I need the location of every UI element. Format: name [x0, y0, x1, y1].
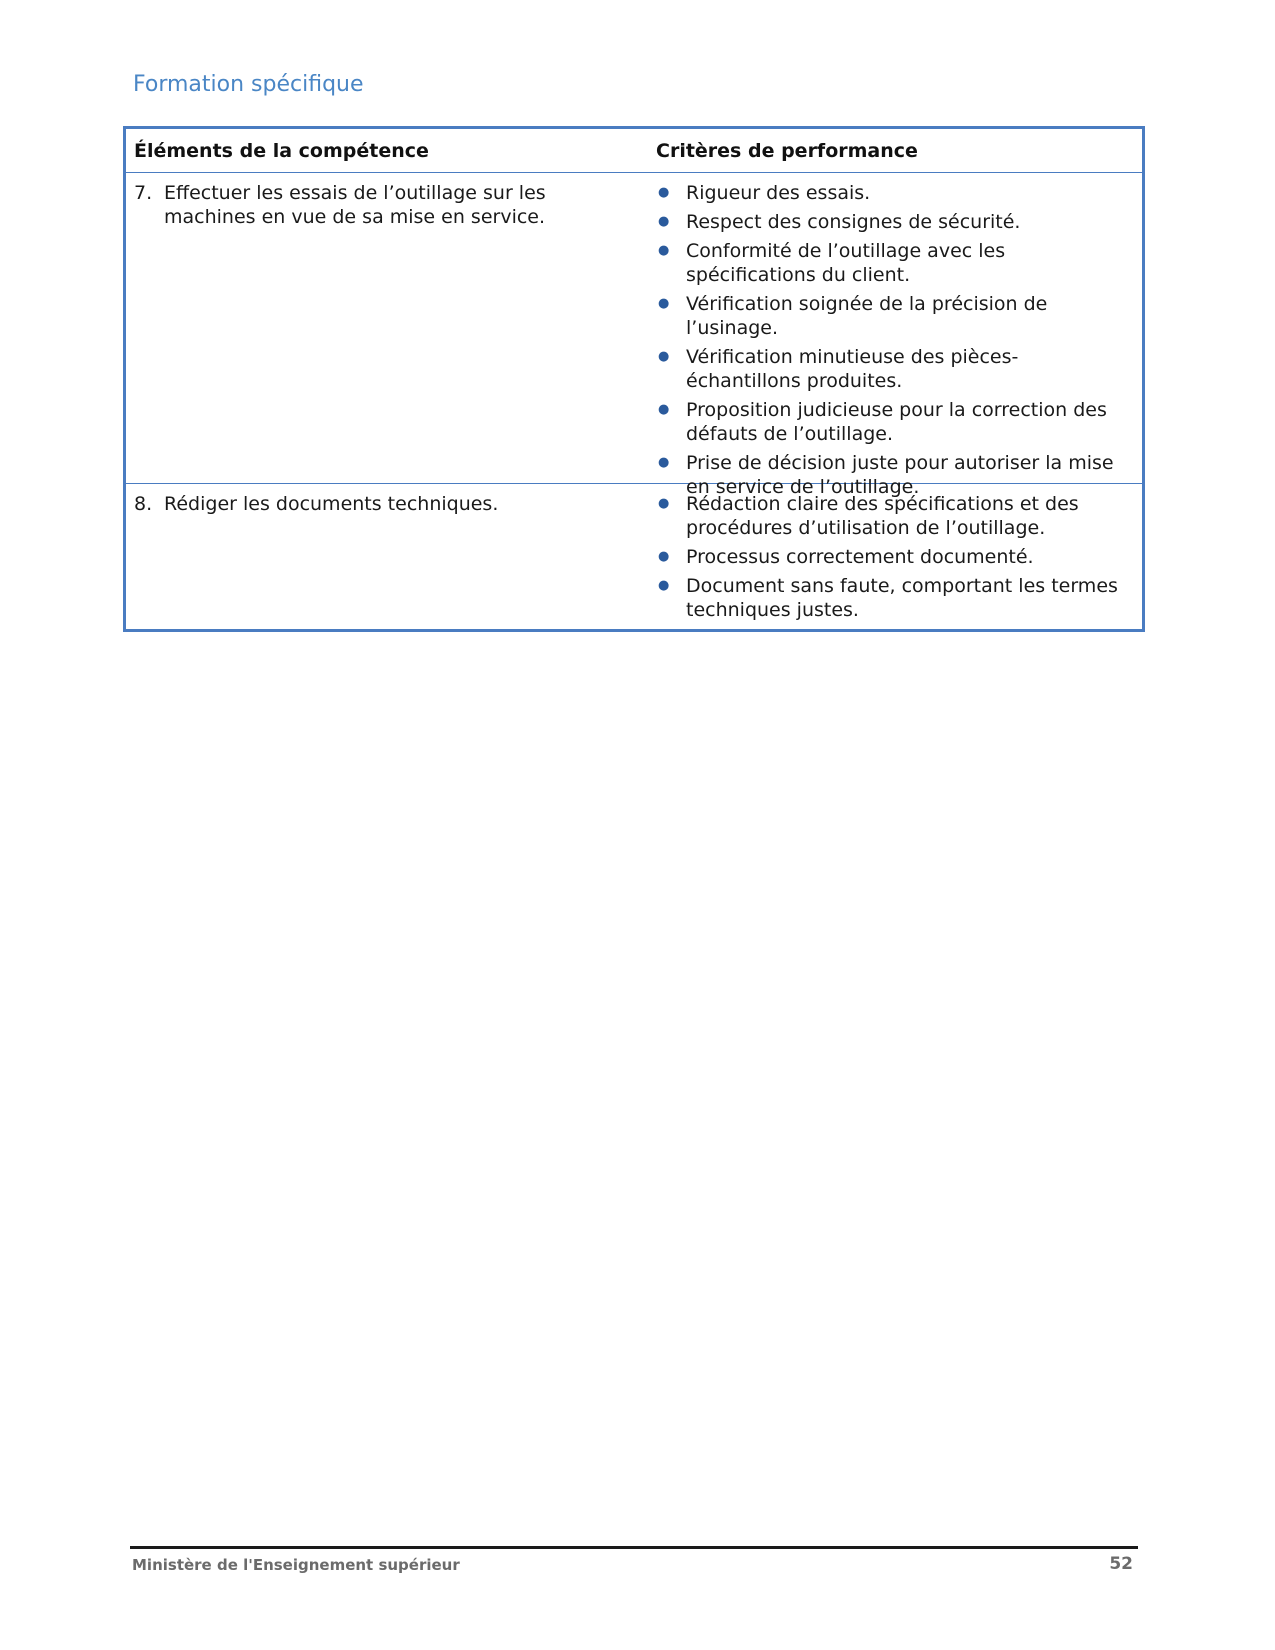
header-criteria-cell [636, 140, 1142, 162]
criteria-text: Proposition judicieuse pour la correction des défauts de l’outillage. [686, 399, 1107, 445]
bullet-dot-icon: ● [658, 185, 670, 200]
footer-publisher: Ministère de l'Enseignement supérieur [132, 1556, 460, 1574]
criteria-text: Conformité de l’outillage avec les spécifications du client. [686, 240, 1006, 286]
element-number: 8. [134, 493, 153, 515]
element-text: Rédiger les documents techniques. [164, 493, 499, 515]
criteria-item [656, 210, 1132, 234]
header-criteria-label: Critères de performance [656, 139, 918, 162]
criteria-text: Prise de décision juste pour autoriser la mise en service de l’outillage. [686, 452, 1114, 498]
criteria-text: Respect des consignes de sécurité. [686, 211, 1021, 233]
criteria-text: Vérification soignée de la précision de l’usinage. [686, 293, 1048, 339]
page-number: 52 [1109, 1554, 1133, 1574]
criteria-item [656, 239, 1132, 287]
criteria-cell [636, 181, 1142, 498]
criteria-list [656, 492, 1132, 622]
criteria-list [656, 181, 1132, 499]
criteria-item [656, 292, 1132, 340]
bullet-dot-icon: ● [658, 243, 670, 258]
competence-element [134, 181, 636, 229]
criteria-text: Vérification minutieuse des pièces-échantillons produites. [686, 346, 1019, 392]
header-elements-cell [126, 140, 636, 162]
criteria-item [656, 398, 1132, 446]
criteria-text: Rédaction claire des spécifications et des procédures d’utilisation de l’outillage. [686, 493, 1079, 539]
bullet-dot-icon: ● [658, 549, 670, 564]
criteria-cell [636, 492, 1142, 623]
footer-divider [130, 1546, 1138, 1549]
bullet-dot-icon: ● [658, 402, 670, 417]
element-cell [126, 492, 636, 623]
table-row [126, 172, 1142, 498]
bullet-dot-icon: ● [658, 296, 670, 311]
criteria-item [656, 181, 1132, 205]
criteria-text: Rigueur des essais. [686, 182, 871, 204]
bullet-dot-icon: ● [658, 455, 670, 470]
bullet-dot-icon: ● [658, 214, 670, 229]
bullet-dot-icon: ● [658, 578, 670, 593]
element-text: Effectuer les essais de l’outillage sur les machines en vue de sa mise en service. [164, 182, 546, 228]
competence-element [134, 492, 636, 516]
criteria-item [656, 492, 1132, 540]
bullet-dot-icon: ● [658, 496, 670, 511]
criteria-item [656, 345, 1132, 393]
bullet-dot-icon: ● [658, 349, 670, 364]
criteria-item [656, 545, 1132, 569]
criteria-item [656, 574, 1132, 622]
table-header-row [126, 129, 1142, 172]
section-title: Formation spécifique [133, 72, 364, 97]
element-number: 7. [134, 182, 153, 204]
header-elements-label: Éléments de la compétence [134, 139, 429, 162]
element-cell [126, 181, 636, 477]
competence-table [123, 126, 1145, 632]
table-row [126, 483, 1142, 629]
criteria-text: Processus correctement documenté. [686, 546, 1034, 568]
criteria-text: Document sans faute, comportant les termes techniques justes. [686, 575, 1118, 621]
